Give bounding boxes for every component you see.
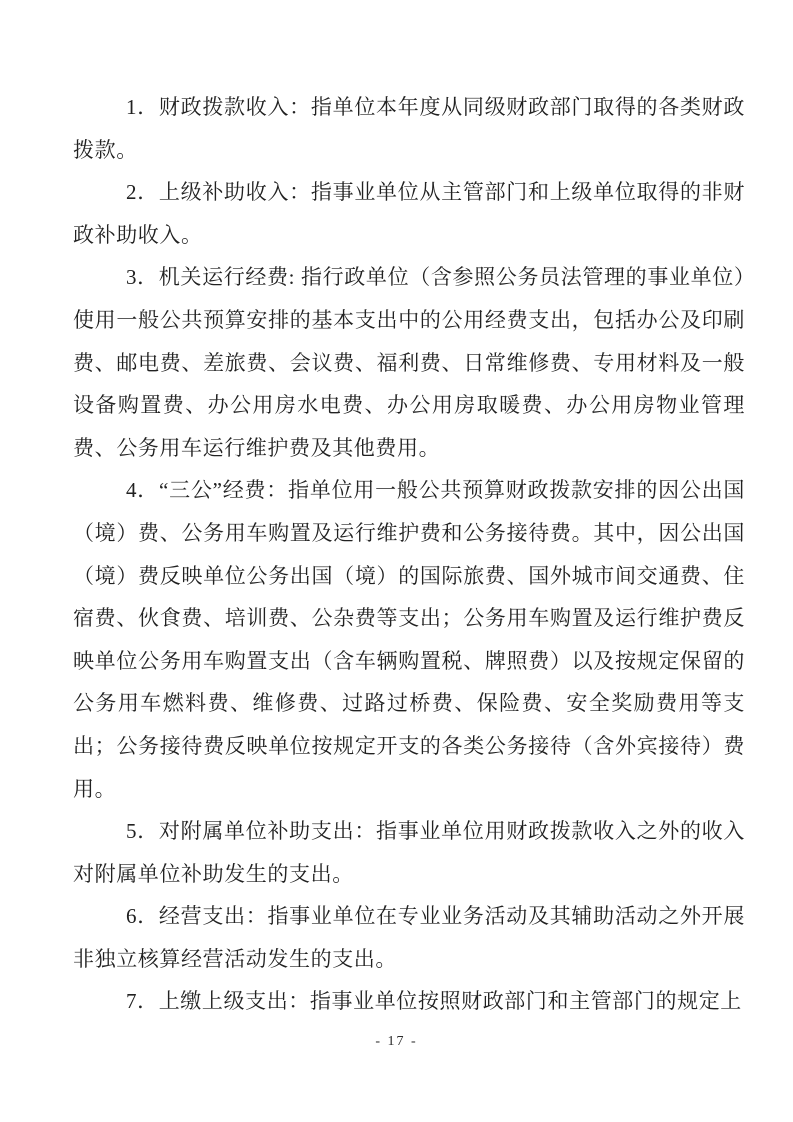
- document-body: [73, 86, 745, 1023]
- paragraph-agency-operating-funds: 3．机关运行经费: 指行政单位（含参照公务员法管理的事业单位）使用一般公共预算安排的基本支出中的公用经费支出，包括办公及印刷费、邮电费、差旅费、会议费、福利费、日常维修费、专用材料及一般设备购置费、办公用房水电费、办公用房取暖费、办公用房物业管理费、公务用车运行维护费及其他费用。: [73, 265, 745, 460]
- page-number: - 17 -: [375, 1034, 418, 1049]
- page-footer: [0, 1032, 793, 1050]
- paragraph-payment-to-superior: 7．上缴上级支出：指事业单位按照财政部门和主管部门的规定上: [126, 989, 742, 1014]
- paragraph-finance-allocation-income: 1．财政拨款收入：指单位本年度从同级财政部门取得的各类财政拨款。: [73, 95, 745, 162]
- paragraph-operating-expenditure: 6．经营支出：指事业单位在专业业务活动及其辅助活动之外开展非独立核算经营活动发生的支出。: [73, 904, 745, 971]
- paragraph-subsidy-to-affiliates: 5．对附属单位补助支出：指事业单位用财政拨款收入之外的收入对附属单位补助发生的支出。: [73, 819, 745, 886]
- paragraph-superior-subsidy-income: 2．上级补助收入：指事业单位从主管部门和上级单位取得的非财政补助收入。: [73, 180, 745, 247]
- paragraph-three-public-funds: 4．“三公”经费：指单位用一般公共预算财政拨款安排的因公出国（境）费、公务用车购置及运行维护费和公务接待费。其中，因公出国（境）费反映单位公务出国（境）的国际旅费、国外城市间交通费、住宿费、伙食费、培训费、公杂费等支出；公务用车购置及运行维护费反映单位公务用车购置支出（含车辆购置税、牌照费）以及按规定保留的公务用车燃料费、维修费、过路过桥费、保险费、安全奖励费用等支出；公务接待费反映单位按规定开支的各类公务接待（含外宾接待）费用。: [73, 478, 745, 801]
